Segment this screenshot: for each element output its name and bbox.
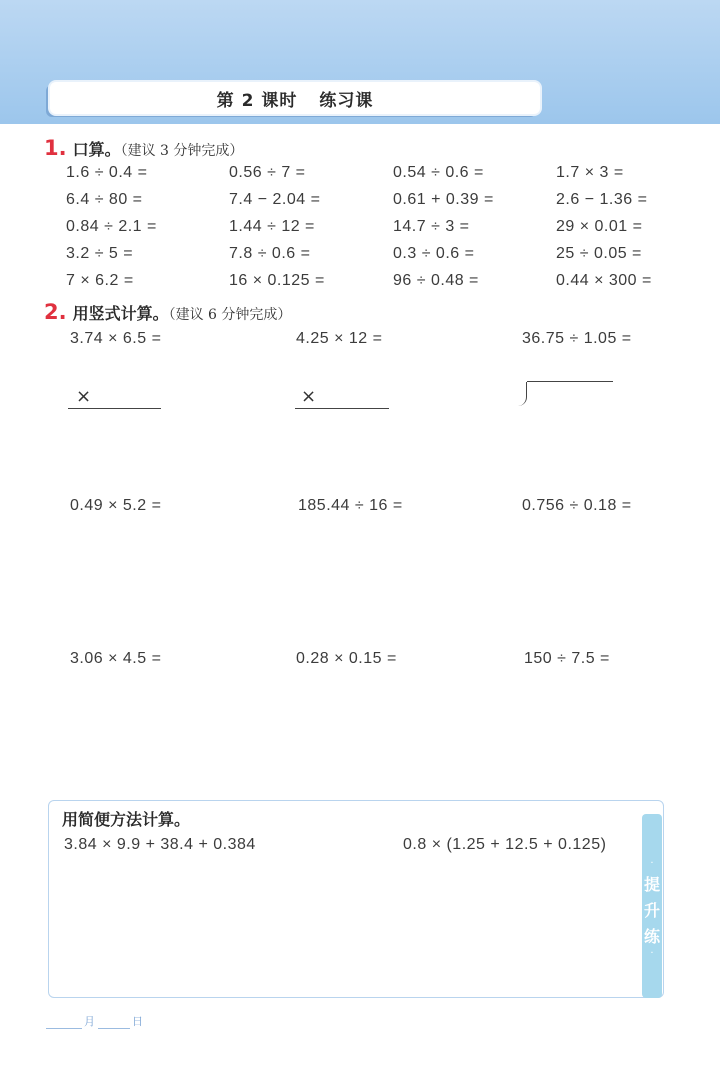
vertical-calc-item: 3.74 × 6.5 = bbox=[70, 330, 162, 347]
answer-line bbox=[68, 408, 161, 409]
side-tab-dot: · bbox=[650, 948, 654, 959]
lesson-title bbox=[50, 82, 540, 114]
vertical-calc-item: 36.75 ÷ 1.05 = bbox=[522, 330, 632, 347]
side-tab-char: 练 bbox=[644, 927, 661, 946]
mental-math-item: 7 × 6.2 = bbox=[66, 272, 134, 289]
mental-math-item: 16 × 0.125 = bbox=[229, 272, 325, 289]
section-2-note: （建议 6 分钟完成） bbox=[168, 307, 292, 323]
side-tab-char: 提 bbox=[644, 875, 661, 894]
mental-math-item: 1.6 ÷ 0.4 = bbox=[66, 164, 148, 181]
side-tab-char: 升 bbox=[644, 901, 661, 920]
section-1-number: 1. bbox=[44, 136, 67, 160]
lesson-topic: 练习课 bbox=[319, 90, 374, 111]
side-tab-dot: · bbox=[650, 858, 654, 869]
extension-problem: 0.8 × (1.25 + 12.5 + 0.125) bbox=[403, 836, 607, 853]
answer-line bbox=[295, 408, 389, 409]
mental-math-item: 0.61 + 0.39 = bbox=[393, 191, 494, 208]
mental-math-item: 7.8 ÷ 0.6 = bbox=[229, 245, 311, 262]
vertical-calc-item: 4.25 × 12 = bbox=[296, 330, 383, 347]
division-bracket bbox=[518, 382, 527, 406]
day-blank bbox=[98, 1028, 130, 1029]
mental-math-item: 2.6 − 1.36 = bbox=[556, 191, 648, 208]
day-label: 日 bbox=[132, 1015, 143, 1028]
vertical-calc-item: 0.28 × 0.15 = bbox=[296, 650, 397, 667]
mental-math-item: 0.54 ÷ 0.6 = bbox=[393, 164, 484, 181]
mental-math-item: 7.4 − 2.04 = bbox=[229, 191, 321, 208]
lesson-number: 第 2 课时 bbox=[216, 90, 298, 111]
mental-math-item: 0.84 ÷ 2.1 = bbox=[66, 218, 157, 235]
mental-math-item: 25 ÷ 0.05 = bbox=[556, 245, 642, 262]
section-2-heading bbox=[44, 300, 291, 324]
mental-math-item: 0.3 ÷ 0.6 = bbox=[393, 245, 475, 262]
month-label: 月 bbox=[84, 1015, 95, 1028]
mental-math-item: 6.4 ÷ 80 = bbox=[66, 191, 143, 208]
vertical-calc-item: 3.06 × 4.5 = bbox=[70, 650, 162, 667]
mental-math-item: 14.7 ÷ 3 = bbox=[393, 218, 470, 235]
section-1-title: 口算。 bbox=[72, 140, 121, 159]
mental-math-item: 29 × 0.01 = bbox=[556, 218, 643, 235]
month-blank bbox=[46, 1028, 82, 1029]
section-1-heading bbox=[44, 136, 243, 160]
vertical-calc-item: 0.756 ÷ 0.18 = bbox=[522, 497, 632, 514]
vertical-calc-item: 185.44 ÷ 16 = bbox=[298, 497, 403, 514]
mental-math-item: 1.7 × 3 = bbox=[556, 164, 624, 181]
mental-math-item: 0.44 × 300 = bbox=[556, 272, 652, 289]
extension-problem: 3.84 × 9.9 + 38.4 + 0.384 bbox=[64, 836, 256, 853]
mental-math-item: 3.2 ÷ 5 = bbox=[66, 245, 134, 262]
mental-math-item: 1.44 ÷ 12 = bbox=[229, 218, 315, 235]
multiply-sign-mark: × bbox=[301, 386, 317, 407]
mental-math-item: 0.56 ÷ 7 = bbox=[229, 164, 306, 181]
vertical-calc-item: 150 ÷ 7.5 = bbox=[524, 650, 610, 667]
multiply-sign-mark: × bbox=[76, 386, 92, 407]
division-bar bbox=[527, 381, 613, 382]
section-1-note: （建议 3 分钟完成） bbox=[120, 143, 244, 159]
section-2-number: 2. bbox=[44, 300, 67, 324]
section-2-title: 用竖式计算。 bbox=[72, 304, 169, 323]
vertical-calc-item: 0.49 × 5.2 = bbox=[70, 497, 162, 514]
extension-title: 用简便方法计算。 bbox=[62, 810, 191, 829]
mental-math-item: 96 ÷ 0.48 = bbox=[393, 272, 479, 289]
